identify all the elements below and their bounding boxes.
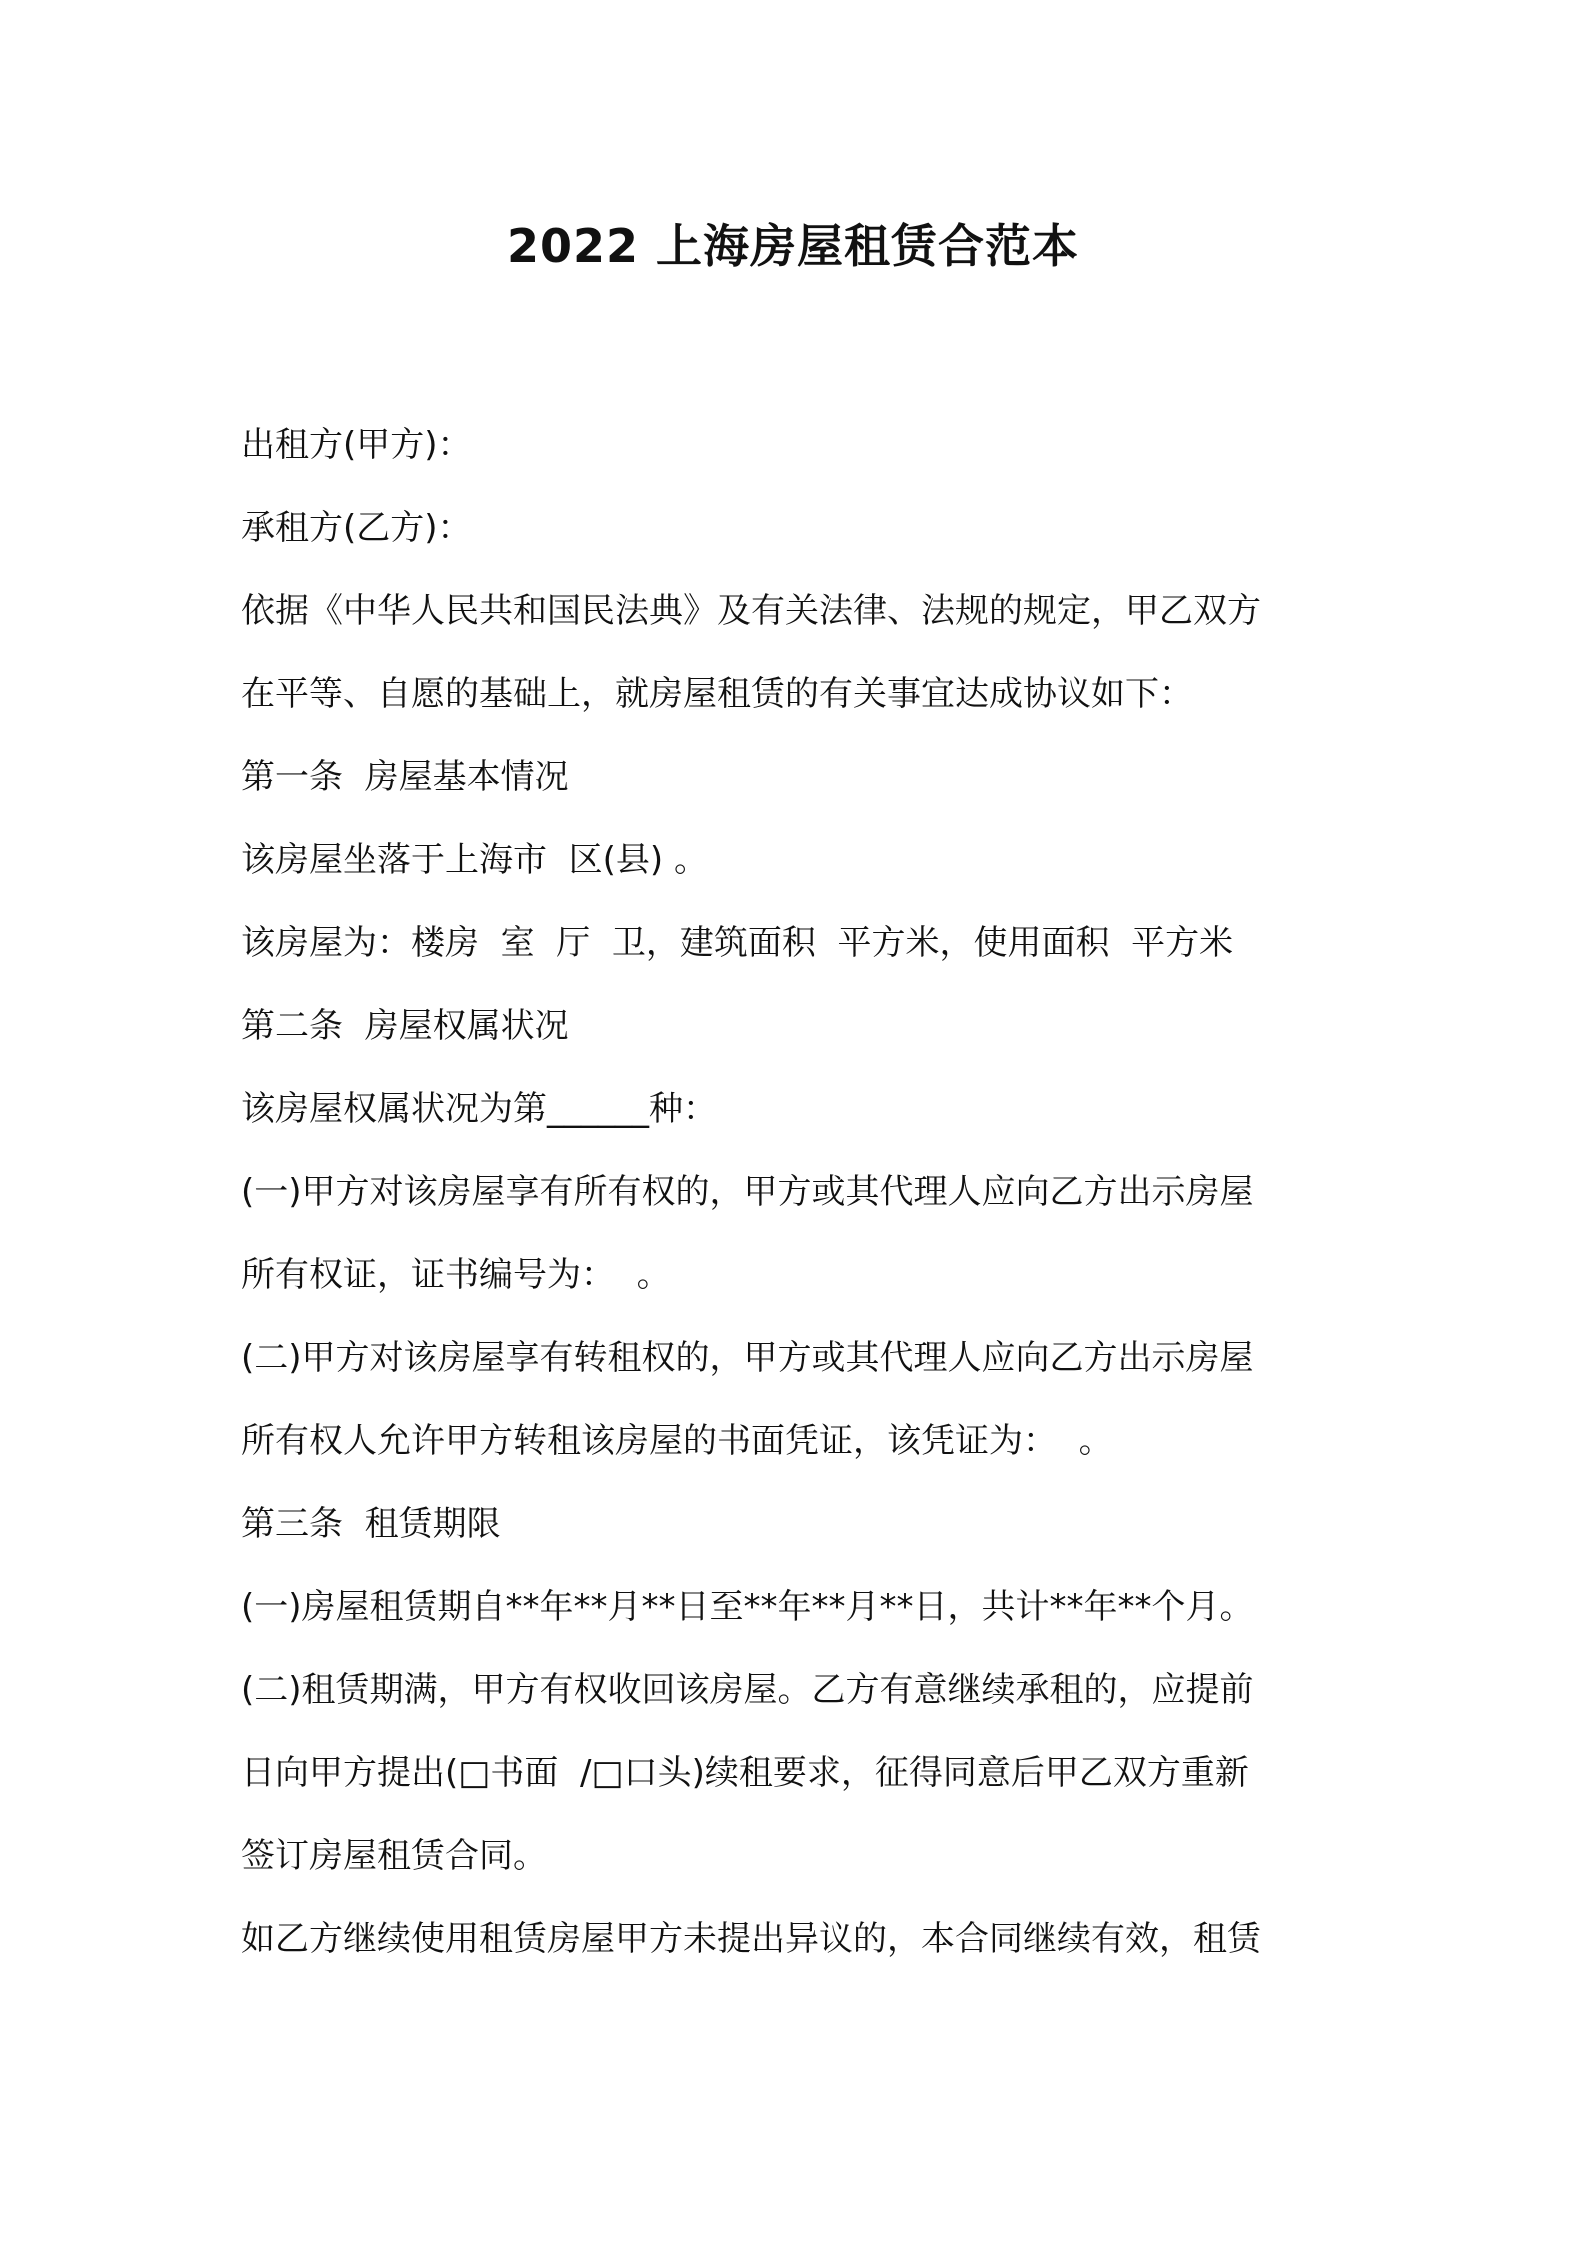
article-3-item-2-line-2: 日向甲方提出(□书面 /□口头)续租要求，征得同意后甲乙双方重新: [241, 1753, 1249, 1793]
article-2-item-1-line-1: (一)甲方对该房屋享有所有权的，甲方或其代理人应向乙方出示房屋: [241, 1172, 1254, 1212]
document-title: 2022 上海房屋租赁合范本: [506, 219, 1080, 273]
document-body: [241, 404, 1361, 1981]
article-3-item-2-line-1: (二)租赁期满，甲方有权收回该房屋。乙方有意继续承租的，应提前: [241, 1670, 1254, 1710]
article-2-heading: 第二条 房屋权属状况: [241, 1006, 569, 1046]
party-a-line: 出租方(甲方)：: [241, 425, 472, 465]
article-1-location: 该房屋坐落于上海市 区(县) 。: [241, 840, 708, 880]
article-1-area: 该房屋为：楼房 室 厅 卫，建筑面积 平方米，使用面积 平方米: [241, 923, 1234, 963]
article-3-heading: 第三条 租赁期限: [241, 1504, 501, 1544]
preamble-line-2: 在平等、自愿的基础上，就房屋租赁的有关事宜达成协议如下：: [241, 674, 1193, 714]
article-1-heading: 第一条 房屋基本情况: [241, 757, 569, 797]
preamble-line-1: 依据《中华人民共和国民法典》及有关法律、法规的规定，甲乙双方: [241, 591, 1261, 631]
article-3-continuation: 如乙方继续使用租赁房屋甲方未提出异议的，本合同继续有效，租赁: [241, 1919, 1261, 1959]
article-2-item-1-line-2: 所有权证，证书编号为： 。: [241, 1255, 671, 1295]
article-3-item-2-line-3: 签订房屋租赁合同。: [241, 1836, 547, 1876]
article-2-item-2-line-1: (二)甲方对该房屋享有转租权的，甲方或其代理人应向乙方出示房屋: [241, 1338, 1254, 1378]
article-2-status: 该房屋权属状况为第______种：: [241, 1089, 717, 1129]
article-2-item-2-line-2: 所有权人允许甲方转租该房屋的书面凭证，该凭证为： 。: [241, 1421, 1113, 1461]
article-3-item-1: (一)房屋租赁期自**年**月**日至**年**月**日，共计**年**个月。: [241, 1587, 1254, 1627]
party-b-line: 承租方(乙方)：: [241, 508, 472, 548]
